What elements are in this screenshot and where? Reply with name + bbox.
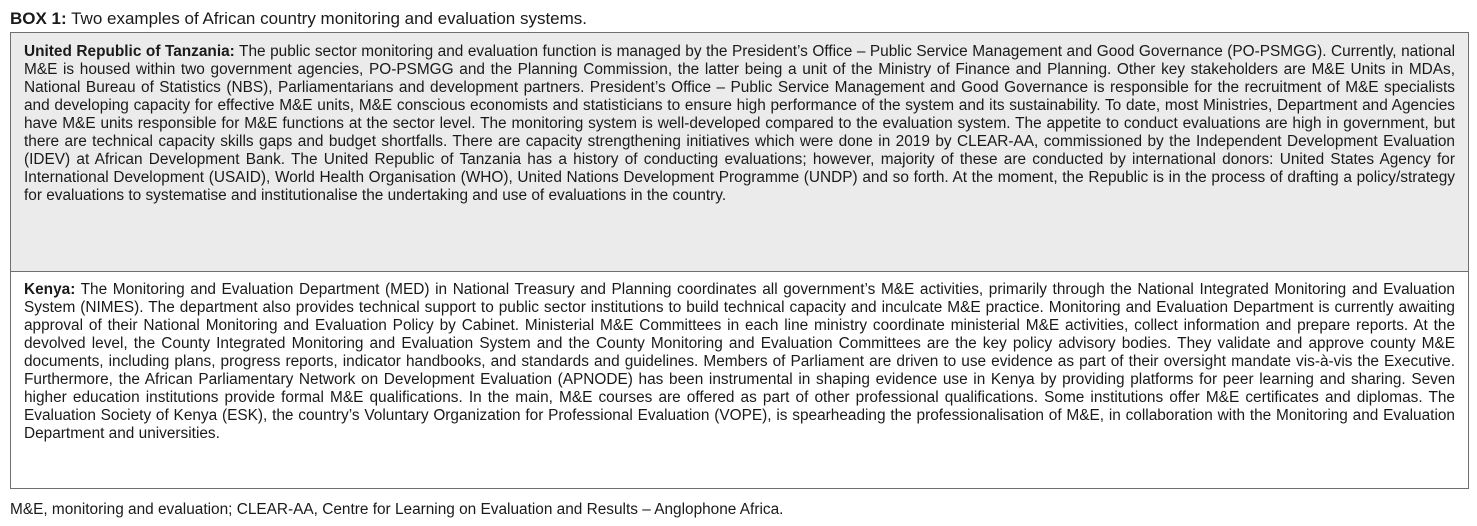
box-frame [10, 32, 1469, 489]
section-text-tanzania: The public sector monitoring and evaluation function is managed by the President’s Office – Public Service Management and Good Governance (PO-PSMGG). Currently, national M&E is housed within two government agencies, PO-PSMGG and the Planning Commission, the latter being a unit of the Ministry of Finance and Planning. Other key stakeholders are M&E Units in MDAs, National Bureau of Statistics (NBS), Parliamentarians and development partners. President’s Office – Public Service Management and Good Governance is responsible for the recruitment of M&E specialists and developing capacity for effective M&E units, M&E conscious economists and statisticians to ensure high performance of the system and its sustainability. To date, most Ministries, Department and Agencies have M&E units responsible for M&E functions at the sector level. The monitoring system is well-developed compared to the evaluation system. The appetite to conduct evaluations are high in government, but there are technical capacity skills gaps and budget shortfalls. There are capacity strengthening initiatives which were done in 2019 by CLEAR-AA, commissioned by the Independent Development Evaluation (IDEV) at African Development Bank. The United Republic of Tanzania has a history of conducting evaluations; however, majority of these are conducted by international donors: United States Agency for International Development (USAID), World Health Organisation (WHO), United Nations Development Programme (UNDP) and so forth. At the moment, the Republic is in the process of drafting a policy/strategy for evaluations to systematise and institutionalise the undertaking and use of evaluations in the country. [24, 43, 1455, 204]
footnote: M&E, monitoring and evaluation; CLEAR-AA, Centre for Learning on Evaluation and Results – Anglophone Africa. [10, 501, 784, 518]
box-label: BOX 1: [10, 9, 67, 28]
box-caption [10, 8, 1470, 30]
country-name-kenya: Kenya: [24, 281, 76, 298]
country-name-tanzania: United Republic of Tanzania: [24, 43, 235, 60]
section-kenya [11, 272, 1468, 488]
box-title: Two examples of African country monitoring and evaluation systems. [66, 9, 588, 28]
section-tanzania [11, 33, 1468, 272]
section-text-kenya: The Monitoring and Evaluation Department (MED) in National Treasury and Planning coordinates all government’s M&E activities, primarily through the National Integrated Monitoring and Evaluation System (NIMES). The department also provides technical support to public sector institutions to build technical capacity and inculcate M&E practice. Monitoring and Evaluation Department is currently awaiting approval of their National Monitoring and Evaluation Policy by Cabinet. Ministerial M&E Committees in each line ministry coordinate ministerial M&E activities, collect information and prepare reports. At the devolved level, the County Integrated Monitoring and Evaluation System and the County Monitoring and Evaluation Committees are the key policy advisory bodies. They validate and approve county M&E documents, including plans, progress reports, indicator handbooks, and standards and guidelines. Members of Parliament are driven to use evidence as part of their oversight mandate vis-à-vis the Executive. Furthermore, the African Parliamentary Network on Development Evaluation (APNODE) has been instrumental in shaping evidence use in Kenya by providing platforms for peer learning and sharing. Seven higher education institutions provide formal M&E qualifications. In the main, M&E courses are offered as part of other professional qualifications. Some institutions offer M&E certificates and diplomas. The Evaluation Society of Kenya (ESK), the country’s Voluntary Organization for Professional Evaluation (VOPE), is spearheading the professionalisation of M&E, in collaboration with the Monitoring and Evaluation Department and universities. [24, 281, 1455, 442]
